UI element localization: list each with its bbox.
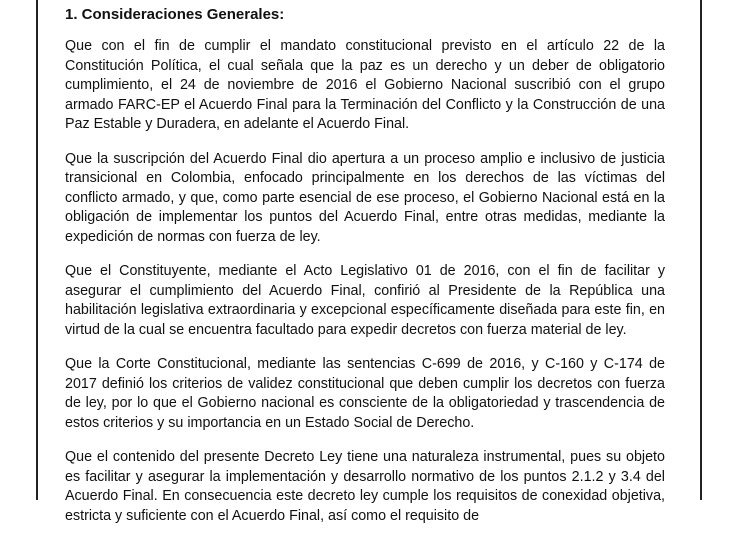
paragraph-5: Que el contenido del presente Decreto Ley tiene una naturaleza instrumental, pues su objeto es facilitar y asegurar la implementación y desarrollo normativo de los puntos 2.1.2 y 3.4 del Acuerdo Final. En consecuencia este decreto ley cumple los requisitos de conexidad objetiva, estricta y suficiente con el Acuerdo Final, así como el requisito de	[65, 449, 665, 524]
section-heading: 1. Consideraciones Generales:	[65, 6, 285, 23]
left-margin-line	[36, 0, 38, 500]
paragraph-4: Que la Corte Constitucional, mediante las sentencias C-699 de 2016, y C-160 y C-174 de 2017 definió los criterios de validez constitucional que deben cumplir los decretos con fuerza de ley, por lo que el Gobierno nacional es consciente de la obligatoriedad y trascendencia de estos criterios y su importancia en un Estado Social de Derecho.	[65, 356, 665, 431]
right-margin-line	[700, 0, 702, 500]
paragraph-1: Que con el fin de cumplir el mandato constitucional previsto en el artículo 22 de la Constitución Política, el cual señala que la paz es un derecho y un deber de obligatorio cumplimiento, el 24 de noviembre de 2016 el Gobierno Nacional suscribió con el grupo armado FARC-EP el Acuerdo Final para la Terminación del Conflicto y la Construcción de una Paz Estable y Duradera, en adelante el Acuerdo Final.	[65, 38, 665, 132]
document-body	[65, 4, 665, 541]
paragraph-3: Que el Constituyente, mediante el Acto Legislativo 01 de 2016, con el fin de facilitar y asegurar el cumplimiento del Acuerdo Final, confirió al Presidente de la República una habilitación legislativa extraordinaria y excepcional específicamente diseñada para este fin, en virtud de la cual se encuentra facultado para expedir decretos con fuerza material de ley.	[65, 263, 665, 338]
paragraph-2: Que la suscripción del Acuerdo Final dio apertura a un proceso amplio e inclusivo de justicia transicional en Colombia, enfocado principalmente en los derechos de las víctimas del conflicto armado, y que, como parte esencial de ese proceso, el Gobierno Nacional está en la obligación de implementar los puntos del Acuerdo Final, entre otras medidas, mediante la expedición de normas con fuerza de ley.	[65, 150, 665, 245]
